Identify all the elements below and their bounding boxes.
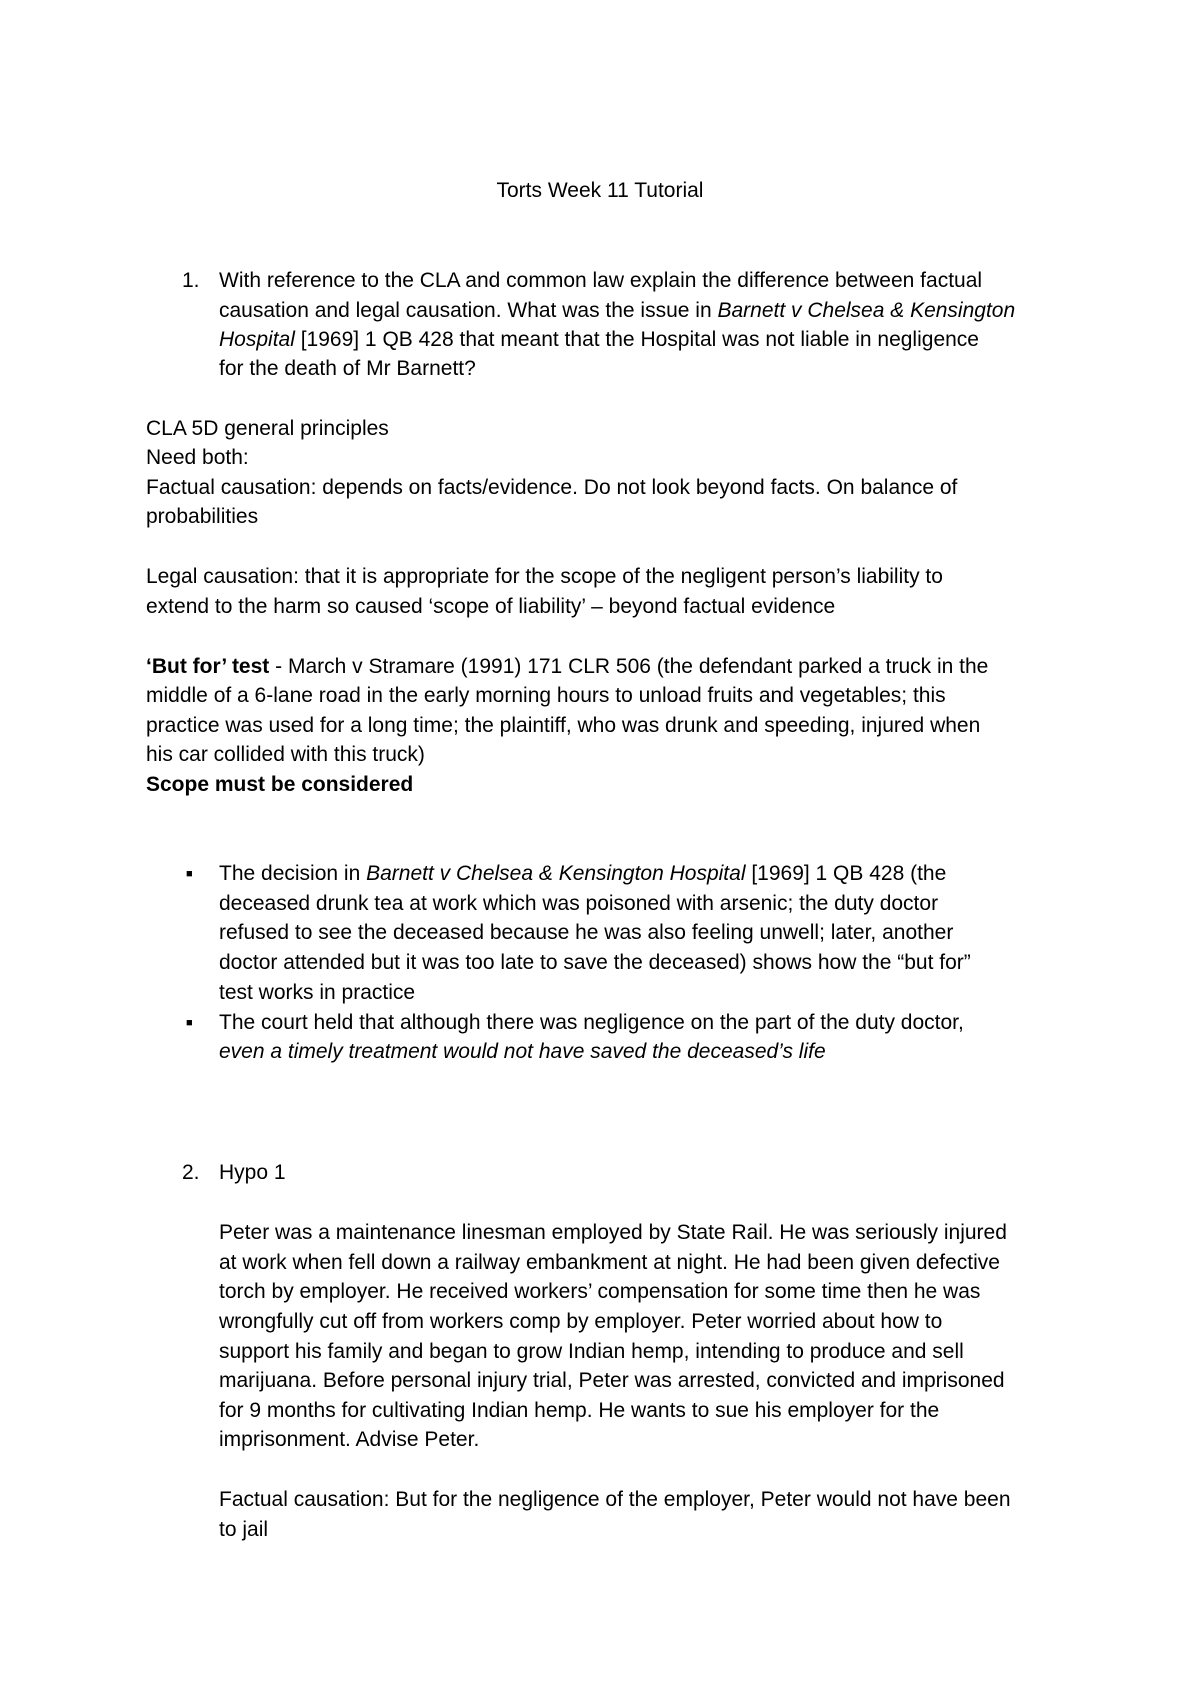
question-1-number: 1.: [182, 269, 200, 292]
bullet-icon: ■: [186, 868, 193, 880]
but-for-test: his car collided with this truck): [146, 743, 425, 766]
factual-causation-note: Factual causation: depends on facts/evidence. Do not look beyond facts. On balance of: [146, 476, 958, 499]
hypo-text: Peter was a maintenance linesman employed by State Rail. He was seriously injured: [219, 1221, 1007, 1244]
need-both: Need both:: [146, 446, 249, 469]
hypo-text: at work when fell down a railway embankment at night. He had been given defective: [219, 1251, 1000, 1274]
legal-causation-note: extend to the harm so caused ‘scope of liability’ – beyond factual evidence: [146, 595, 836, 618]
cla-heading: CLA 5D general principles: [146, 417, 389, 440]
bullet-icon: ■: [186, 1017, 193, 1029]
case-name: Hospital: [219, 328, 295, 351]
but-for-test: practice was used for a long time; the plaintiff, who was drunk and speeding, injured when: [146, 714, 981, 737]
hypo-text: support his family and began to grow Indian hemp, intending to produce and sell: [219, 1340, 964, 1363]
factual-causation-answer: Factual causation: But for the negligence of the employer, Peter would not have been: [219, 1488, 1011, 1511]
hypo-text: for 9 months for cultivating Indian hemp. He wants to sue his employer for the: [219, 1399, 940, 1422]
bullet-text: The decision in Barnett v Chelsea & Kensington Hospital [1969] 1 QB 428 (the: [219, 862, 947, 885]
but-for-label: ‘But for’ test: [146, 655, 270, 678]
hypo-text: torch by employer. He received workers’ compensation for some time then he was: [219, 1280, 981, 1303]
bullet-text: refused to see the deceased because he was also feeling unwell; later, another: [219, 921, 954, 944]
question-1-line: With reference to the CLA and common law explain the difference between factual: [219, 269, 983, 292]
question-1-line: for the death of Mr Barnett?: [219, 357, 476, 380]
but-for-test: middle of a 6-lane road in the early morning hours to unload fruits and vegetables; this: [146, 684, 946, 707]
bullet-text: The court held that although there was negligence on the part of the duty doctor,: [219, 1011, 964, 1034]
bullet-text: deceased drunk tea at work which was poisoned with arsenic; the duty doctor: [219, 892, 939, 915]
scope-note: Scope must be considered: [146, 773, 414, 796]
factual-causation-answer: to jail: [219, 1518, 269, 1541]
case-name: Barnett v Chelsea & Kensington: [717, 299, 1016, 322]
question-1-line: Hospital [1969] 1 QB 428 that meant that the Hospital was not liable in negligence: [219, 328, 979, 351]
hypo-heading: Hypo 1: [219, 1161, 286, 1184]
hypo-text: imprisonment. Advise Peter.: [219, 1428, 480, 1451]
bullet-text: doctor attended but it was too late to save the deceased) shows how the “but for”: [219, 951, 971, 974]
factual-causation-note: probabilities: [146, 505, 259, 528]
question-1-line: causation and legal causation. What was the issue in Barnett v Chelsea & Kensington: [219, 299, 1016, 322]
but-for-test: ‘But for’ test - March v Stramare (1991) 171 CLR 506 (the defendant parked a truck in the: [146, 655, 989, 678]
question-2-number: 2.: [182, 1161, 200, 1184]
hypo-text: marijuana. Before personal injury trial, Peter was arrested, convicted and imprisoned: [219, 1369, 1005, 1392]
bullet-text: even a timely treatment would not have saved the deceased’s life: [219, 1040, 826, 1063]
page-title: Torts Week 11 Tutorial: [496, 179, 704, 202]
bullet-text: test works in practice: [219, 981, 416, 1004]
legal-causation-note: Legal causation: that it is appropriate for the scope of the negligent person’s liability to: [146, 565, 943, 588]
case-name: Barnett v Chelsea & Kensington Hospital: [366, 862, 746, 885]
hypo-text: wrongfully cut off from workers comp by employer. Peter worried about how to: [219, 1310, 943, 1333]
